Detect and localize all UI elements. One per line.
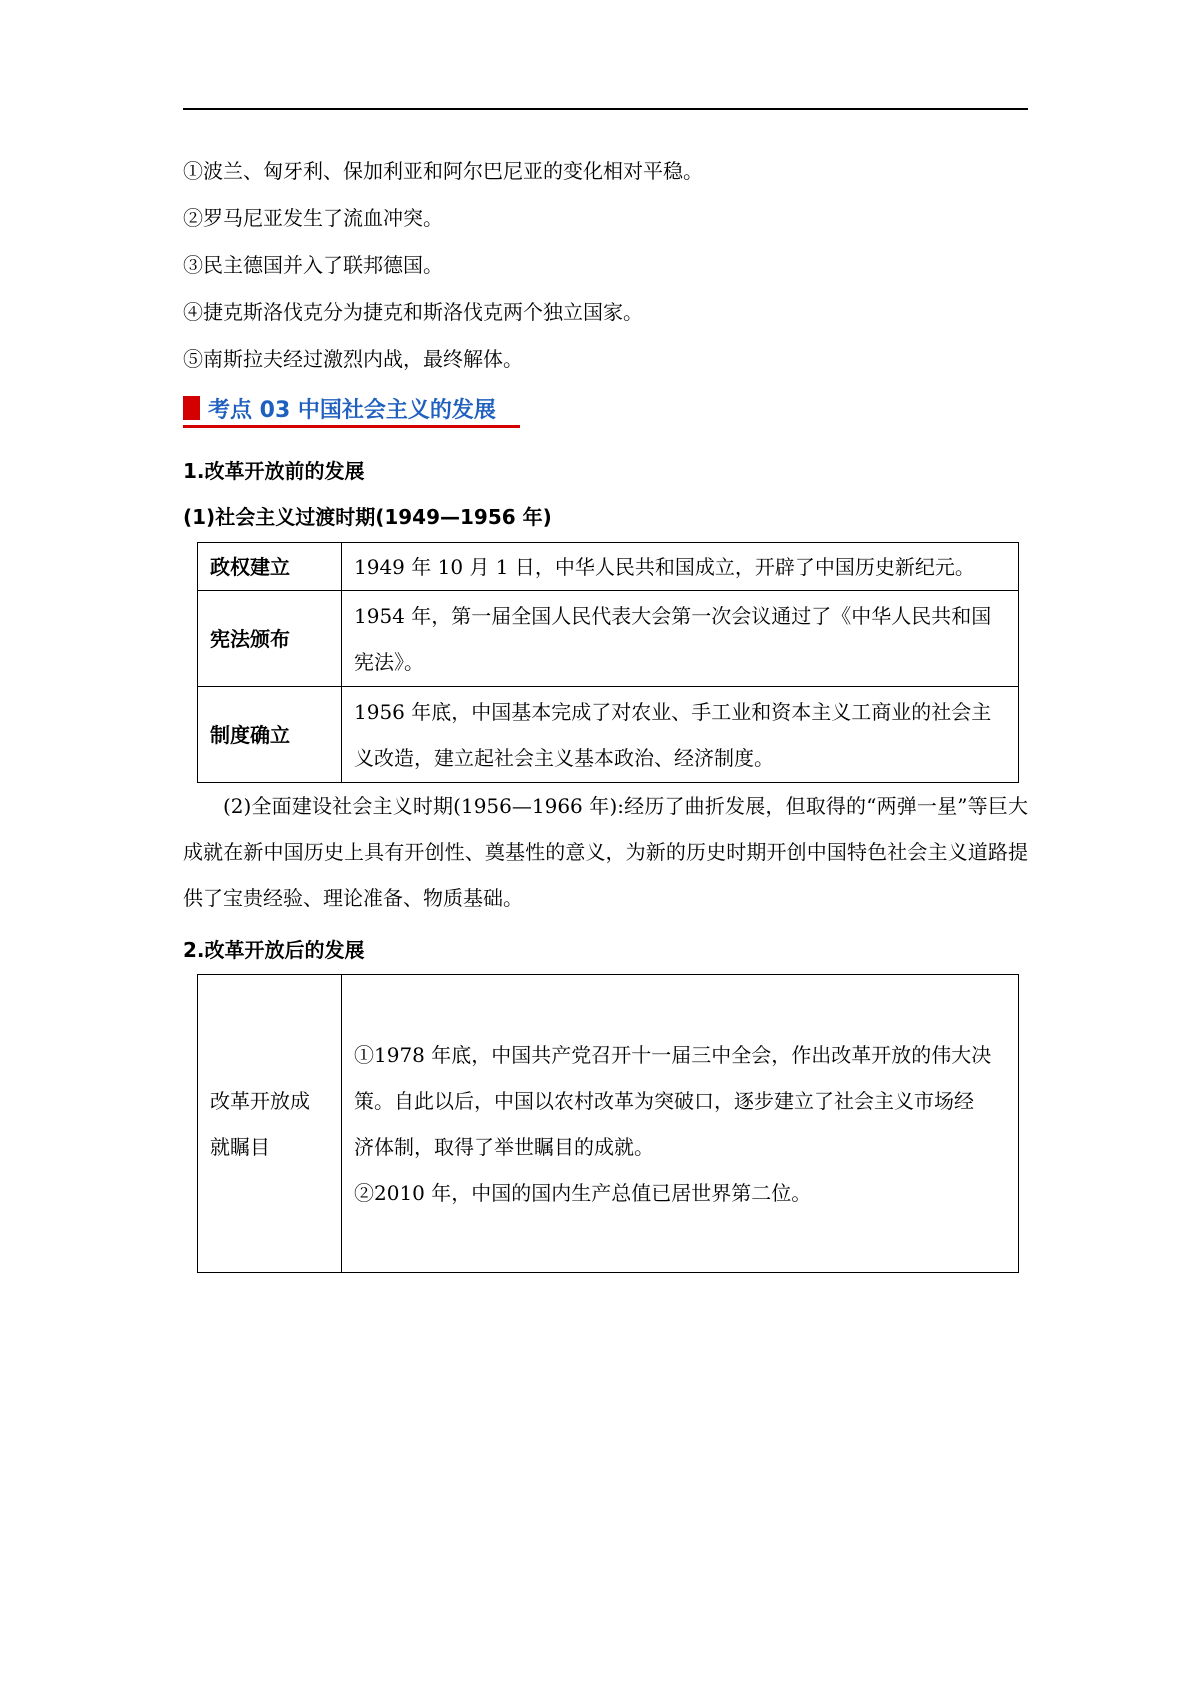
section-heading xyxy=(183,390,496,426)
header-rule xyxy=(183,108,1028,110)
row-content xyxy=(342,543,1019,591)
row-label: 政权建立 xyxy=(198,543,342,591)
content-line: 1956 年底，中国基本完成了对农业、手工业和资本主义工商业的社会主 xyxy=(354,699,992,724)
list-item: ①波兰、匈牙利、保加利亚和阿尔巴尼亚的变化相对平稳。 xyxy=(183,159,703,183)
heading-marker xyxy=(183,396,200,420)
content-line: ②2010 年，中国的国内生产总值已居世界第二位。 xyxy=(354,1180,812,1205)
part2-title: 2.改革开放后的发展 xyxy=(183,938,365,962)
content-line: ①1978 年底，中国共产党召开十一届三中全会，作出改革开放的伟大决 xyxy=(354,1042,992,1067)
row-content xyxy=(342,687,1019,783)
label-line: 就瞩目 xyxy=(210,1134,270,1159)
row-label xyxy=(198,975,342,1273)
heading-underline xyxy=(183,425,520,428)
table-row xyxy=(198,975,1019,1273)
content-line: 1949 年 10 月 1 日，中华人民共和国成立，开辟了中国历史新纪元。 xyxy=(354,554,975,579)
content-line: 1954 年，第一届全国人民代表大会第一次会议通过了《中华人民共和国 xyxy=(354,603,992,628)
part1-title: 1.改革开放前的发展 xyxy=(183,459,365,483)
row-content xyxy=(342,591,1019,687)
row-content xyxy=(342,975,1019,1273)
section-heading-text: 考点 03 中国社会主义的发展 xyxy=(208,397,496,423)
content-line: 济体制，取得了举世瞩目的成就。 xyxy=(354,1134,654,1159)
transition-table xyxy=(197,542,1019,783)
part1-subtitle: (1)社会主义过渡时期(1949—1956 年) xyxy=(183,505,552,529)
row-label: 制度确立 xyxy=(198,687,342,783)
list-item: ②罗马尼亚发生了流血冲突。 xyxy=(183,206,443,230)
reform-table xyxy=(197,974,1019,1273)
content-line: 策。自此以后，中国以农村改革为突破口，逐步建立了社会主义市场经 xyxy=(354,1088,974,1113)
construction-period-paragraph: (2)全面建设社会主义时期(1956—1966 年):经历了曲折发展，但取得的“两弹一星”等巨大成就在新中国历史上具有开创性、奠基性的意义，为新的历史时期开创中国特色社会主义道路提供了宝贵经验、理论准备、物质基础。 xyxy=(183,794,1028,910)
list-item: ⑤南斯拉夫经过激烈内战，最终解体。 xyxy=(183,347,523,371)
table-row xyxy=(198,591,1019,687)
list-item: ③民主德国并入了联邦德国。 xyxy=(183,253,443,277)
label-line: 改革开放成 xyxy=(210,1088,310,1113)
content-line: 义改造，建立起社会主义基本政治、经济制度。 xyxy=(354,745,774,770)
table-row xyxy=(198,543,1019,591)
content-line: 宪法》。 xyxy=(354,649,424,674)
row-label: 宪法颁布 xyxy=(198,591,342,687)
list-item: ④捷克斯洛伐克分为捷克和斯洛伐克两个独立国家。 xyxy=(183,300,643,324)
table-row xyxy=(198,687,1019,783)
